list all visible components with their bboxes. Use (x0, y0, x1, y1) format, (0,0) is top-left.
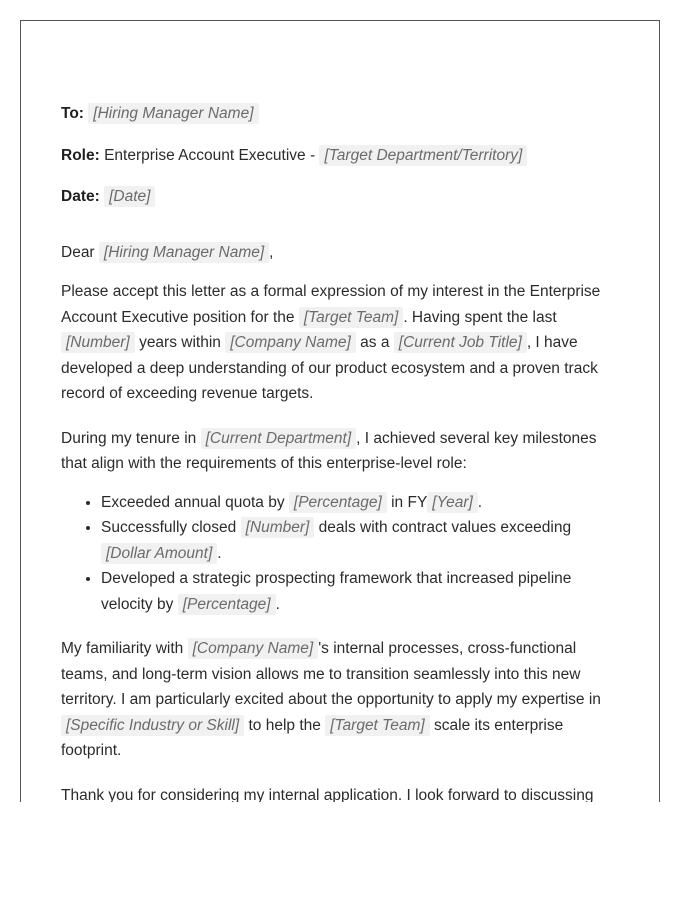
dollar-amount-placeholder: [Dollar Amount] (101, 543, 217, 564)
para1-text-5: , I have developed a deep understanding of our product ecosystem and a proven track record of exceeding revenue targets. (61, 334, 598, 402)
company-name-placeholder: [Company Name] (225, 332, 356, 353)
list-item (101, 515, 623, 566)
to-label: To: (61, 105, 84, 122)
para2-text-1: During my tenure in (61, 429, 197, 447)
date-label: Date: (61, 188, 100, 205)
greeting-name-placeholder: [Hiring Manager Name] (99, 242, 269, 263)
para2-text-2: , I achieved several key milestones that align with the requirements of this enterprise-level role: (61, 429, 597, 472)
tenure-paragraph (61, 426, 623, 477)
list-item (101, 566, 623, 617)
target-team-placeholder: [Target Team] (299, 307, 404, 328)
current-department-placeholder: [Current Department] (201, 428, 357, 449)
achievement-text: in FY (391, 493, 428, 511)
percentage-placeholder: [Percentage] (289, 492, 387, 513)
para4-text-1: Thank you for considering my internal application. I look forward to discussing (61, 786, 594, 802)
intro-paragraph (61, 279, 623, 407)
para1-text-1: Please accept this letter as a formal expression of my interest in the Enterprise Account Executive position for the (61, 283, 601, 326)
achievements-list (61, 490, 623, 618)
target-team-placeholder: [Target Team] (325, 715, 430, 736)
para3-text-1: My familiarity with (61, 640, 184, 657)
company-name-placeholder: [Company Name] (188, 638, 319, 659)
achievement-text: Successfully closed (101, 519, 237, 536)
year-placeholder: [Year] (427, 492, 478, 513)
achievement-text: . (217, 544, 222, 562)
closing-paragraph (61, 783, 623, 803)
salutation: Dear (61, 243, 95, 261)
to-line (61, 101, 623, 127)
achievement-text: deals with contract values exceeding (318, 519, 572, 536)
achievement-text: . (275, 595, 280, 613)
para1-text-3: years within (139, 334, 221, 351)
date-line (61, 184, 623, 210)
percentage-placeholder: [Percentage] (178, 594, 276, 615)
greeting (61, 240, 623, 266)
role-label: Role: (61, 146, 100, 164)
list-item (101, 490, 623, 516)
para1-text-4: as a (360, 334, 390, 351)
role-line (61, 143, 623, 169)
greeting-punct: , (269, 243, 274, 261)
achievement-text: . (477, 493, 483, 511)
target-department-placeholder: [Target Department/Territory] (319, 145, 527, 166)
achievement-text: Developed a strategic prospecting framework that increased pipeline velocity by (101, 570, 572, 613)
role-text: Enterprise Account Executive - (104, 146, 316, 164)
letter-content (61, 101, 623, 802)
para3-text-4: scale its enterprise footprint. (61, 716, 564, 759)
para3-text-3: to help the (248, 716, 321, 734)
para1-text-2: . Having spent the last (403, 308, 557, 326)
deals-number-placeholder: [Number] (241, 517, 315, 538)
letter-page (20, 20, 660, 802)
date-placeholder: [Date] (104, 186, 155, 207)
hiring-manager-placeholder: [Hiring Manager Name] (88, 103, 258, 124)
current-job-title-placeholder: [Current Job Title] (394, 332, 527, 353)
specific-industry-placeholder: [Specific Industry or Skill] (61, 715, 244, 736)
para3-text-2: 's internal processes, cross-functional teams, and long-term vision allows me to transition seamlessly into this new territory. I am particularly excited about the opportunity to apply my expertise in (61, 640, 601, 708)
achievement-text: Exceeded annual quota by (101, 493, 285, 511)
years-number-placeholder: [Number] (61, 332, 135, 353)
familiarity-paragraph (61, 636, 623, 764)
